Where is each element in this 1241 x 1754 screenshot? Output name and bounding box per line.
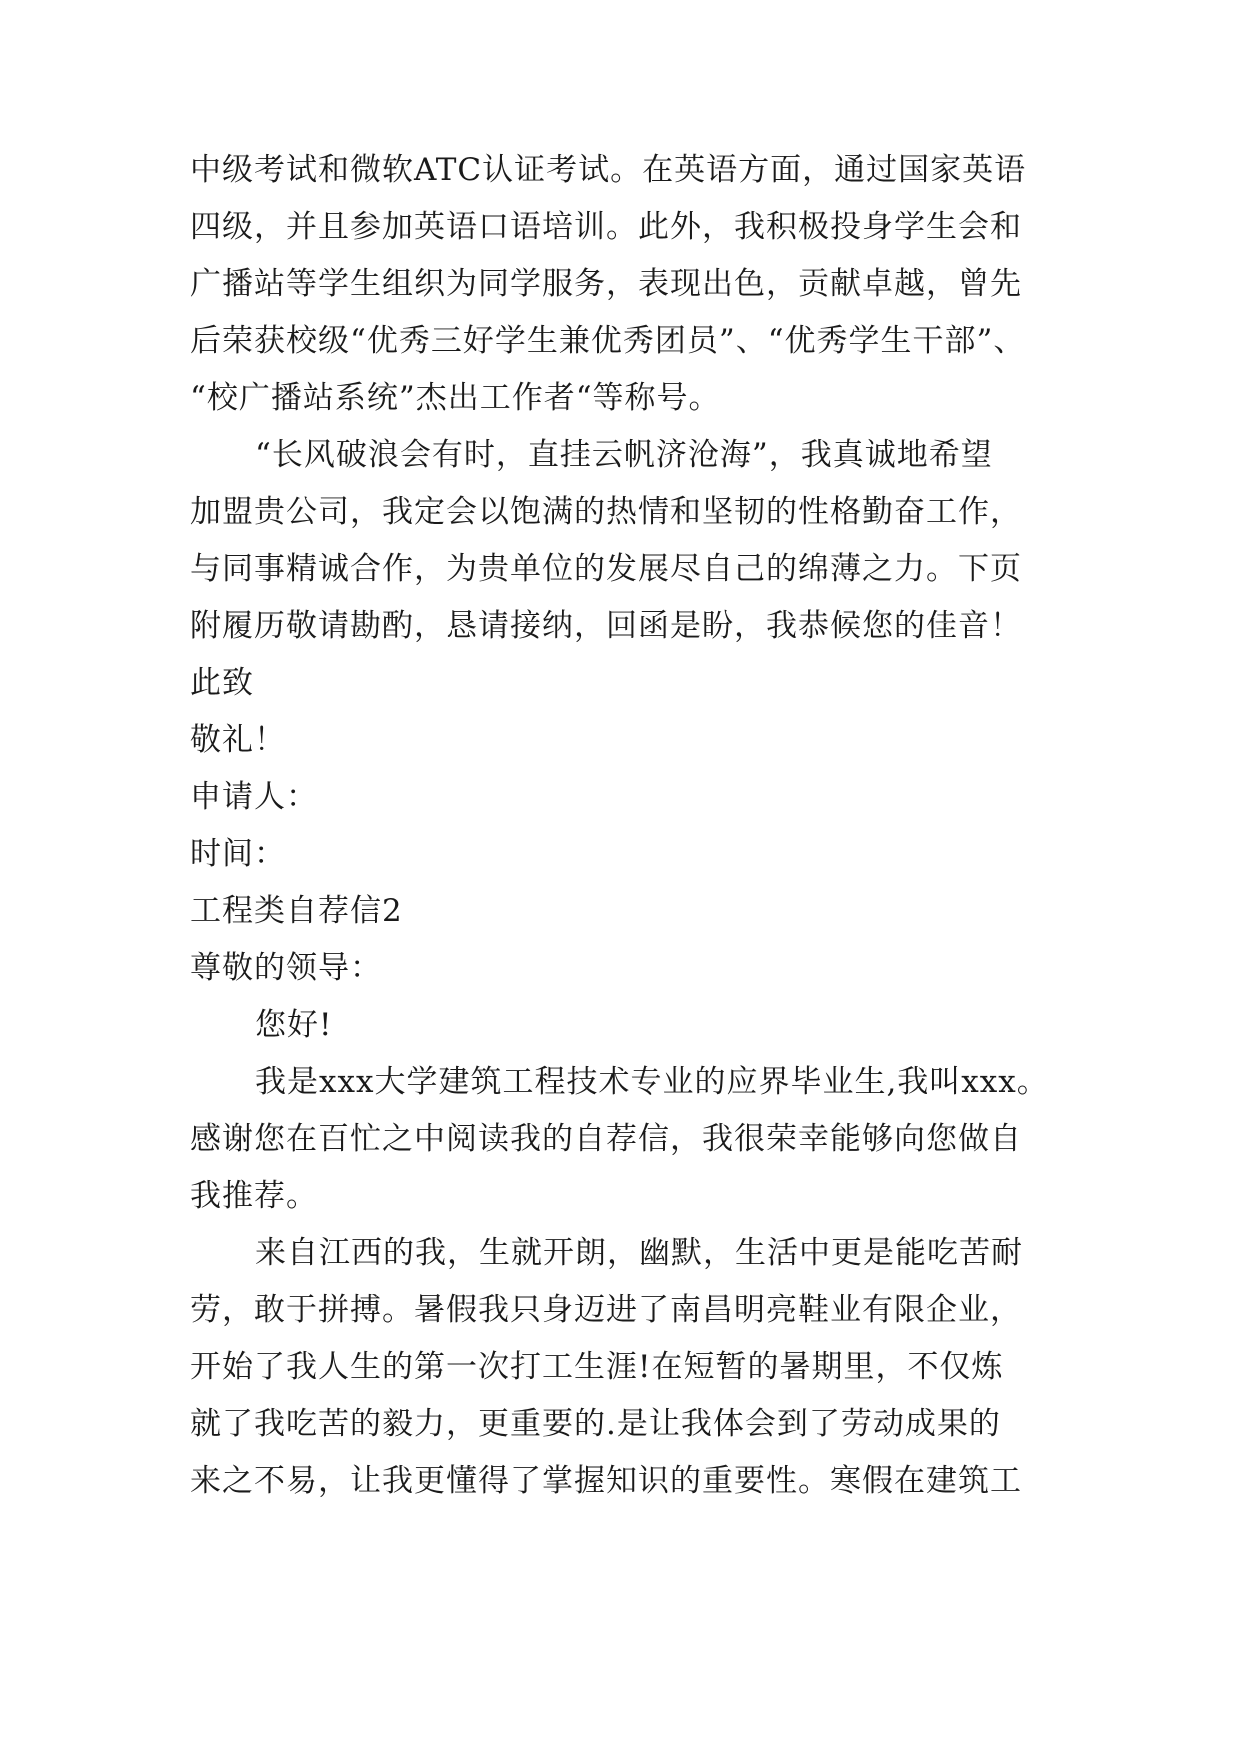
text-line: 就了我吃苦的毅力，更重要的.是让我体会到了劳动成果的 [190, 1406, 1001, 1442]
text-line: 四级，并且参加英语口语培训。此外，我积极投身学生会和 [190, 209, 1022, 245]
text-line: 与同事精诚合作，为贵单位的发展尽自己的绵薄之力。下页 [190, 551, 1022, 587]
closing-regards: 敬礼！ [190, 722, 286, 758]
text-line: 我推荐。 [190, 1178, 318, 1214]
text-line: 后荣获校级“优秀三好学生兼优秀团员”、“优秀学生干部”、 [190, 323, 1026, 359]
text-line: 我是xxx大学建筑工程技术专业的应界毕业生,我叫xxx。 [255, 1064, 1049, 1100]
text-line: “长风破浪会有时，直挂云帆济沧海”，我真诚地希望 [255, 437, 993, 473]
section-title: 工程类自荐信2 [190, 893, 403, 929]
applicant-label: 申请人： [190, 779, 318, 815]
text-line: 开始了我人生的第一次打工生涯!在短暂的暑期里，不仅炼 [190, 1349, 1004, 1385]
text-line: 来之不易，让我更懂得了掌握知识的重要性。寒假在建筑工 [190, 1463, 1022, 1499]
greeting: 您好! [255, 1007, 333, 1043]
text-line: 加盟贵公司，我定会以饱满的热情和坚韧的性格勤奋工作， [190, 494, 1022, 530]
text-line: “校广播站系统”杰出工作者“等称号。 [190, 380, 721, 416]
text-line: 中级考试和微软ATC认证考试。在英语方面，通过国家英语 [190, 152, 1027, 188]
text-line: 来自江西的我，生就开朗，幽默，生活中更是能吃苦耐 [255, 1235, 1023, 1271]
date-label: 时间： [190, 836, 286, 872]
salutation: 尊敬的领导： [190, 950, 382, 986]
text-line: 感谢您在百忙之中阅读我的自荐信，我很荣幸能够向您做自 [190, 1121, 1022, 1157]
text-line: 广播站等学生组织为同学服务，表现出色，贡献卓越，曾先 [190, 266, 1022, 302]
closing-salutation: 此致 [190, 665, 254, 701]
text-line: 劳，敢于拼搏。暑假我只身迈进了南昌明亮鞋业有限企业， [190, 1292, 1022, 1328]
text-line: 附履历敬请勘酌，恳请接纳，回函是盼，我恭候您的佳音！ [190, 608, 1022, 644]
